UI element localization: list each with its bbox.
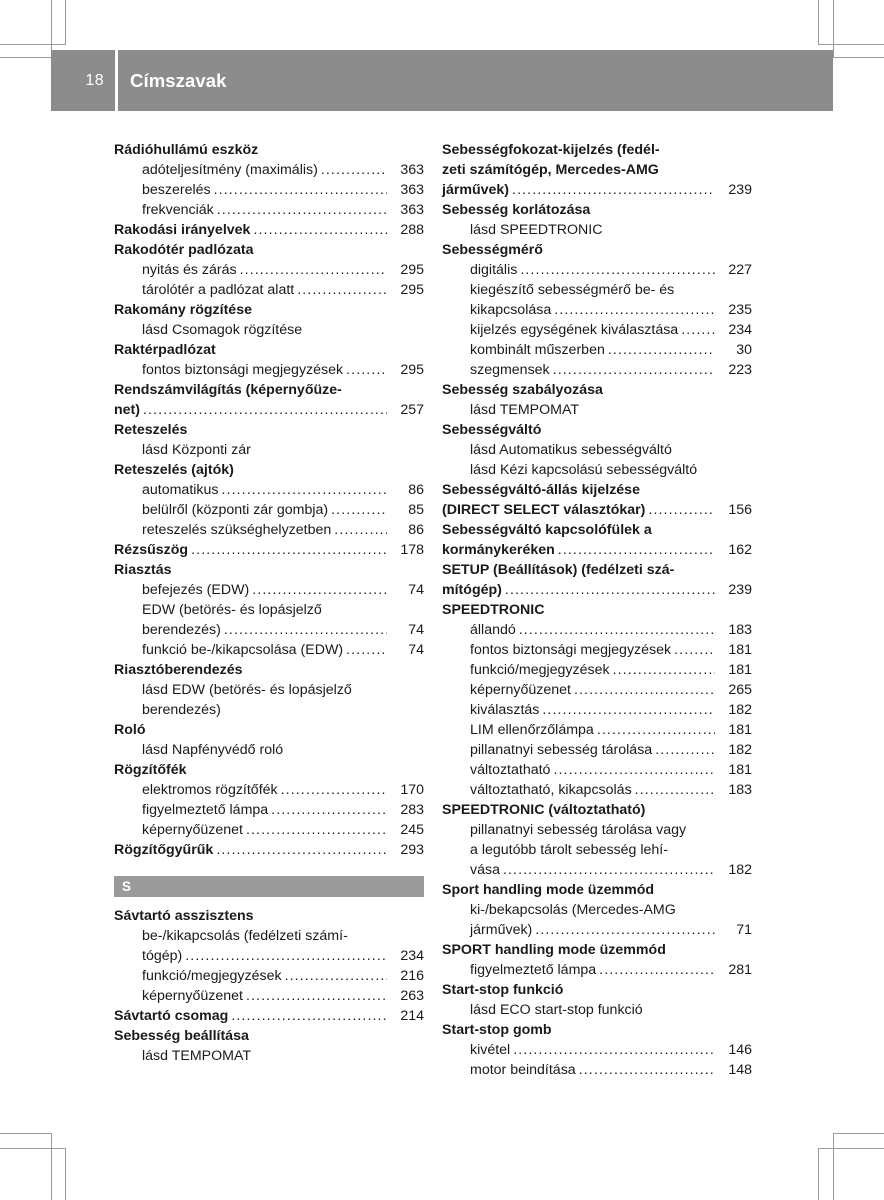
index-entry-subitem[interactable] [442, 340, 752, 360]
index-entry-heading[interactable] [114, 720, 424, 740]
dot-leader [271, 800, 387, 820]
index-entry-label: lásd SPEEDTRONIC [470, 222, 603, 238]
index-body [0, 140, 884, 1080]
index-entry-subitem[interactable] [442, 1040, 752, 1060]
index-entry-subitem[interactable] [442, 740, 752, 760]
index-entry-label: járművek) [470, 922, 533, 938]
crop-mark-horizontal [818, 44, 884, 45]
index-entry-label: zeti számítógép, Mercedes-AMG [442, 162, 659, 178]
index-entry-label: Sebesség szabályozása [442, 382, 603, 398]
index-entry-label: Sebességváltó kapcsolófülek a [442, 522, 652, 538]
index-entry-heading[interactable] [442, 880, 752, 900]
index-entry-heading[interactable] [442, 940, 752, 960]
index-entry-label: beszerelés [142, 182, 211, 198]
dot-leader [240, 260, 387, 280]
index-entry-subitem[interactable] [442, 760, 752, 780]
index-entry-heading[interactable] [114, 760, 424, 780]
index-entry-subitem[interactable] [442, 1060, 752, 1080]
index-entry-page-number: 239 [728, 182, 752, 198]
dot-leader [613, 660, 715, 680]
index-entry-label: Rakodótér padlózata [114, 242, 254, 258]
header-title-block [118, 50, 833, 111]
crop-mark-horizontal [0, 1133, 52, 1134]
index-entry-page-number: 265 [728, 682, 752, 698]
index-entry-label: Sávtartó csomag [114, 1008, 229, 1024]
index-entry-subitem[interactable] [114, 640, 424, 660]
dot-leader [281, 780, 387, 800]
index-entry-page-number: 235 [728, 302, 752, 318]
index-entry-label: SETUP (Beállítások) (fedélzeti szá- [442, 562, 675, 578]
crop-mark-vertical [818, 1148, 819, 1200]
dot-leader [214, 180, 387, 200]
index-entry-label: kivétel [470, 1042, 511, 1058]
index-entry-label: Rakodási irányelvek [114, 222, 251, 238]
index-entry-heading[interactable] [442, 480, 752, 500]
index-entry-label: LIM ellenőrzőlámpa [470, 722, 594, 738]
index-entry-heading[interactable] [114, 240, 424, 260]
index-entry-label: képernyőüzenet [142, 988, 243, 1004]
index-entry-label: lásd TEMPOMAT [142, 1048, 252, 1064]
index-entry-heading[interactable] [442, 140, 752, 160]
index-entry-subitem[interactable] [114, 1046, 424, 1066]
index-entry-subitem[interactable] [442, 960, 752, 980]
index-entry-page-number: 281 [728, 962, 752, 978]
index-entry-label: kormánykeréken [442, 542, 555, 558]
index-entry-label: képernyőüzenet [142, 822, 243, 838]
index-entry-subitem[interactable] [114, 320, 424, 340]
index-entry-subitem[interactable] [442, 700, 752, 720]
index-entry-label: belülről (központi zár gombja) [142, 502, 329, 518]
index-entry-subitem[interactable] [114, 500, 424, 520]
index-entry-subitem[interactable] [442, 220, 752, 240]
page-number: 18 [85, 71, 104, 89]
dot-leader [574, 680, 715, 700]
index-entry-heading[interactable] [442, 200, 752, 220]
index-entry-page-number: 85 [408, 502, 424, 518]
index-entry-label: változtatható, kikapcsolás [470, 782, 632, 798]
index-entry-label: lásd ECO start-stop funkció [470, 1002, 643, 1018]
index-entry-heading[interactable] [114, 220, 424, 240]
dot-leader [542, 700, 715, 720]
dot-leader [553, 360, 715, 380]
crop-mark-vertical [65, 1148, 66, 1200]
index-entry-page-number: 71 [736, 922, 752, 938]
index-entry-label: kiegészítő sebességmérő be- és [470, 282, 675, 298]
dot-leader [346, 640, 387, 660]
dot-leader [216, 840, 387, 860]
index-entry-page-number: 216 [400, 968, 424, 984]
dot-leader [246, 986, 387, 1006]
index-entry-subitem[interactable] [114, 680, 424, 700]
index-entry-page-number: 183 [728, 622, 752, 638]
index-entry-label: motor beindítása [470, 1062, 576, 1078]
dot-leader [143, 400, 387, 420]
index-entry-page-number: 183 [728, 782, 752, 798]
index-entry-page-number: 234 [728, 322, 752, 338]
index-entry-heading[interactable] [114, 300, 424, 320]
index-entry-label: figyelmeztető lámpa [142, 802, 269, 818]
index-entry-subitem[interactable] [114, 620, 424, 640]
index-entry-page-number: 86 [408, 482, 424, 498]
dot-leader [334, 520, 387, 540]
index-entry-heading[interactable] [114, 660, 424, 680]
index-entry-label: Sebességváltó-állás kijelzése [442, 482, 640, 498]
page-header [51, 50, 833, 111]
index-entry-heading[interactable] [114, 140, 424, 160]
index-entry-label: Raktérpadlózat [114, 342, 216, 358]
dot-leader [512, 180, 715, 200]
index-entry-page-number: 74 [408, 642, 424, 658]
index-entry-subitem[interactable] [114, 480, 424, 500]
index-entry-label: berendezés) [142, 702, 221, 718]
index-entry-page-number: 263 [400, 988, 424, 1004]
index-entry-subitem[interactable] [442, 820, 752, 840]
dot-leader [503, 860, 715, 880]
index-entry-subitem[interactable] [114, 946, 424, 966]
index-entry-label: képernyőüzenet [470, 682, 571, 698]
dot-leader [648, 500, 715, 520]
index-entry-label: a legutóbb tárolt sebesség lehí- [470, 842, 668, 858]
index-entry-label: Start-stop funkció [442, 982, 564, 998]
index-entry-page-number: 156 [728, 502, 752, 518]
index-entry-heading[interactable] [114, 560, 424, 580]
index-entry-label: Start-stop gomb [442, 1022, 552, 1038]
dot-leader [285, 966, 387, 986]
index-entry-page-number: 363 [400, 202, 424, 218]
index-entry-label: SPORT handling mode üzemmód [442, 942, 666, 958]
index-entry-heading[interactable] [442, 540, 752, 560]
index-entry-page-number: 214 [400, 1008, 424, 1024]
index-entry-heading[interactable] [114, 380, 424, 400]
index-entry-label: kikapcsolása [470, 302, 552, 318]
index-entry-heading[interactable] [442, 580, 752, 600]
index-entry-label: Rézsűszög [114, 542, 189, 558]
index-entry-page-number: 288 [400, 222, 424, 238]
index-entry-page-number: 146 [728, 1042, 752, 1058]
index-entry-page-number: 295 [400, 362, 424, 378]
dot-leader [681, 320, 715, 340]
dot-leader [599, 960, 715, 980]
dot-leader [231, 1006, 387, 1026]
dot-leader [579, 1060, 715, 1080]
index-entry-page-number: 293 [400, 842, 424, 858]
index-entry-page-number: 227 [728, 262, 752, 278]
index-entry-label: kombinált műszerben [470, 342, 605, 358]
index-entry-label: automatikus [142, 482, 219, 498]
index-entry-subitem[interactable] [442, 900, 752, 920]
index-entry-label: Reteszelés [114, 422, 188, 438]
crop-mark-horizontal [818, 1148, 884, 1149]
index-entry-subitem[interactable] [114, 800, 424, 820]
index-entry-label: Reteszelés (ajtók) [114, 462, 234, 478]
index-entry-subitem[interactable] [114, 580, 424, 600]
index-entry-label: be-/kikapcsolás (fedélzeti számí- [142, 928, 348, 944]
crop-mark-vertical [833, 1133, 834, 1200]
dot-leader [554, 300, 715, 320]
index-entry-page-number: 178 [400, 542, 424, 558]
index-entry-label: pillanatnyi sebesség tárolása [470, 742, 653, 758]
index-entry-label: nyitás és zárás [142, 262, 237, 278]
index-entry-page-number: 223 [728, 362, 752, 378]
dot-leader [597, 720, 715, 740]
dot-leader [608, 340, 715, 360]
index-entry-label: Sport handling mode üzemmód [442, 882, 655, 898]
index-entry-page-number: 283 [400, 802, 424, 818]
index-entry-label: tógép) [142, 948, 183, 964]
index-entry-subitem[interactable] [114, 820, 424, 840]
index-entry-page-number: 182 [728, 742, 752, 758]
index-entry-subitem[interactable] [442, 840, 752, 860]
index-entry-heading[interactable] [442, 560, 752, 580]
crop-mark-vertical [833, 0, 834, 58]
index-entry-subitem[interactable] [114, 180, 424, 200]
index-entry-label: Sebesség beállítása [114, 1028, 249, 1044]
index-entry-subitem[interactable] [114, 926, 424, 946]
index-entry-heading[interactable] [114, 906, 424, 926]
index-entry-page-number: 162 [728, 542, 752, 558]
index-entry-label: Roló [114, 722, 146, 738]
index-entry-page-number: 170 [400, 782, 424, 798]
index-entry-label: funkció be-/kikapcsolása (EDW) [142, 642, 344, 658]
index-letter-band [114, 876, 424, 897]
dot-leader [222, 480, 388, 500]
index-entry-page-number: 181 [728, 662, 752, 678]
index-entry-heading[interactable] [442, 1020, 752, 1040]
index-entry-label: változtatható [470, 762, 551, 778]
index-entry-label: befejezés (EDW) [142, 582, 250, 598]
index-entry-heading[interactable] [114, 1006, 424, 1026]
dot-leader [246, 820, 387, 840]
index-entry-heading[interactable] [114, 460, 424, 480]
index-entry-heading[interactable] [442, 500, 752, 520]
page-folio [51, 50, 115, 111]
index-entry-page-number: 148 [728, 1062, 752, 1078]
index-entry-subitem[interactable] [442, 360, 752, 380]
dot-leader [513, 1040, 715, 1060]
index-letter-label: S [122, 879, 132, 894]
index-entry-subitem[interactable] [114, 260, 424, 280]
index-entry-subitem[interactable] [114, 600, 424, 620]
dot-leader [252, 580, 387, 600]
index-entry-subitem[interactable] [442, 320, 752, 340]
crop-mark-horizontal [833, 57, 884, 58]
index-entry-label: szegmensek [470, 362, 550, 378]
index-entry-page-number: 239 [728, 582, 752, 598]
crop-mark-horizontal [0, 44, 66, 45]
index-entry-subitem[interactable] [442, 660, 752, 680]
index-entry-heading[interactable] [114, 840, 424, 860]
index-entry-subitem[interactable] [114, 520, 424, 540]
index-entry-page-number: 257 [400, 402, 424, 418]
index-entry-heading[interactable] [114, 420, 424, 440]
index-entry-label: lásd Napfényvédő roló [142, 742, 284, 758]
index-entry-heading[interactable] [442, 980, 752, 1000]
index-entry-label: digitális [470, 262, 518, 278]
index-entry-heading[interactable] [442, 600, 752, 620]
index-entry-subitem[interactable] [442, 780, 752, 800]
index-entry-label: pillanatnyi sebesség tárolása vagy [470, 822, 687, 838]
index-entry-label: reteszelés szükséghelyzetben [142, 522, 332, 538]
crop-mark-horizontal [833, 1133, 884, 1134]
index-entry-subitem[interactable] [114, 700, 424, 720]
index-entry-subitem[interactable] [442, 440, 752, 460]
index-entry-heading[interactable] [442, 180, 752, 200]
index-entry-label: adóteljesítmény (maximális) [142, 162, 318, 178]
index-entry-label: frekvenciák [142, 202, 214, 218]
index-entry-heading[interactable] [442, 520, 752, 540]
index-entry-subitem[interactable] [442, 400, 752, 420]
index-entry-label: kiválasztás [470, 702, 540, 718]
index-entry-page-number: 86 [408, 522, 424, 538]
index-entry-subitem[interactable] [114, 440, 424, 460]
index-entry-label: Riasztás [114, 562, 172, 578]
index-entry-heading[interactable] [442, 800, 752, 820]
dot-leader [505, 580, 715, 600]
index-entry-label: lásd Csomagok rögzítése [142, 322, 303, 338]
index-entry-page-number: 234 [400, 948, 424, 964]
index-entry-label: Sebességmérő [442, 242, 543, 258]
index-entry-label: figyelmeztető lámpa [470, 962, 597, 978]
index-entry-label: Sávtartó asszisztens [114, 908, 254, 924]
dot-leader [185, 946, 387, 966]
index-column-left [114, 140, 424, 1080]
index-entry-subitem[interactable] [442, 280, 752, 300]
index-column-right [442, 140, 752, 1080]
index-entry-subitem[interactable] [442, 640, 752, 660]
dot-leader [297, 280, 387, 300]
dot-leader [553, 760, 715, 780]
dot-leader [331, 500, 387, 520]
index-entry-subitem[interactable] [442, 260, 752, 280]
index-entry-label: Riasztóberendezés [114, 662, 243, 678]
dot-leader [520, 260, 715, 280]
index-entry-label: lásd TEMPOMAT [470, 402, 580, 418]
index-entry-label: lásd EDW (betörés- és lopásjelző [142, 682, 352, 698]
dot-leader [321, 160, 387, 180]
index-entry-page-number: 74 [408, 622, 424, 638]
index-entry-label: SPEEDTRONIC [442, 602, 545, 618]
index-entry-heading[interactable] [114, 340, 424, 360]
index-entry-label: vása [470, 862, 500, 878]
index-entry-subitem[interactable] [442, 1000, 752, 1020]
index-entry-subitem[interactable] [442, 680, 752, 700]
index-entry-label: Sebességfokozat-kijelzés (fedél- [442, 142, 660, 158]
index-entry-subitem[interactable] [442, 300, 752, 320]
crop-mark-vertical [65, 0, 66, 45]
index-entry-label: Sebességváltó [442, 422, 542, 438]
dot-leader [217, 200, 387, 220]
index-entry-page-number: 182 [728, 702, 752, 718]
index-entry-label: Rögzítőfék [114, 762, 187, 778]
index-entry-subitem[interactable] [114, 360, 424, 380]
index-entry-page-number: 245 [400, 822, 424, 838]
index-entry-page-number: 181 [728, 642, 752, 658]
index-entry-page-number: 182 [728, 862, 752, 878]
dot-leader [635, 780, 715, 800]
index-entry-heading[interactable] [114, 540, 424, 560]
page-title: Címszavak [130, 69, 227, 91]
index-entry-subitem[interactable] [442, 860, 752, 880]
index-entry-label: Sebesség korlátozása [442, 202, 591, 218]
dot-leader [519, 620, 715, 640]
index-entry-label: fontos biztonsági megjegyzések [142, 362, 344, 378]
index-entry-subitem[interactable] [114, 740, 424, 760]
index-entry-label: tárolótér a padlózat alatt [142, 282, 295, 298]
index-entry-label: lásd Központi zár [142, 442, 251, 458]
dot-leader [253, 220, 387, 240]
dot-leader [655, 740, 715, 760]
index-entry-subitem[interactable] [442, 620, 752, 640]
index-entry-label: állandó [470, 622, 516, 638]
index-entry-label: Rádióhullámú eszköz [114, 142, 259, 158]
dot-leader [224, 620, 387, 640]
crop-mark-horizontal [0, 1148, 66, 1149]
index-entry-label: Rögzítőgyűrűk [114, 842, 214, 858]
index-entry-label: járművek) [442, 182, 510, 198]
index-entry-heading[interactable] [114, 1026, 424, 1046]
dot-leader [674, 640, 715, 660]
dot-leader [346, 360, 387, 380]
index-entry-page-number: 295 [400, 282, 424, 298]
dot-leader [535, 920, 715, 940]
index-entry-page-number: 181 [728, 762, 752, 778]
index-entry-page-number: 363 [400, 182, 424, 198]
index-entry-heading[interactable] [442, 160, 752, 180]
index-entry-page-number: 295 [400, 262, 424, 278]
index-entry-subitem[interactable] [442, 460, 752, 480]
index-entry-label: Rakomány rögzítése [114, 302, 252, 318]
index-entry-subitem[interactable] [114, 280, 424, 300]
index-entry-label: ki-/bekapcsolás (Mercedes-AMG [470, 902, 676, 918]
index-entry-heading[interactable] [442, 380, 752, 400]
index-entry-subitem[interactable] [114, 780, 424, 800]
index-entry-subitem[interactable] [442, 920, 752, 940]
index-entry-label: funkció/megjegyzések [142, 968, 282, 984]
index-entry-label: lásd Kézi kapcsolású sebességváltó [470, 462, 698, 478]
crop-mark-horizontal [0, 57, 52, 58]
index-entry-label: kijelzés egységének kiválasztása [470, 322, 679, 338]
index-entry-subitem[interactable] [114, 966, 424, 986]
dot-leader [191, 540, 387, 560]
index-entry-page-number: 363 [400, 162, 424, 178]
dot-leader [558, 540, 715, 560]
index-entry-label: Rendszámvilágítás (képernyőüze- [114, 382, 342, 398]
index-entry-subitem[interactable] [442, 720, 752, 740]
index-entry-label: SPEEDTRONIC (változtatható) [442, 802, 646, 818]
index-entry-label: lásd Automatikus sebességváltó [470, 442, 672, 458]
index-entry-label: berendezés) [142, 622, 221, 638]
index-entry-page-number: 74 [408, 582, 424, 598]
index-entry-label: elektromos rögzítőfék [142, 782, 278, 798]
crop-mark-vertical [51, 1133, 52, 1200]
index-entry-label: funkció/megjegyzések [470, 662, 610, 678]
index-entry-label: fontos biztonsági megjegyzések [470, 642, 672, 658]
index-entry-heading[interactable] [442, 420, 752, 440]
index-entry-label: (DIRECT SELECT választókar) [442, 502, 646, 518]
index-entry-label: mítógép) [442, 582, 502, 598]
index-entry-subitem[interactable] [114, 160, 424, 180]
index-entry-page-number: 30 [736, 342, 752, 358]
index-entry-heading[interactable] [114, 400, 424, 420]
index-entry-heading[interactable] [442, 240, 752, 260]
crop-mark-vertical [818, 0, 819, 45]
index-entry-label: net) [114, 402, 141, 418]
index-entry-label: EDW (betörés- és lopásjelző [142, 602, 322, 618]
index-entry-subitem[interactable] [114, 986, 424, 1006]
index-entry-subitem[interactable] [114, 200, 424, 220]
index-entry-page-number: 181 [728, 722, 752, 738]
